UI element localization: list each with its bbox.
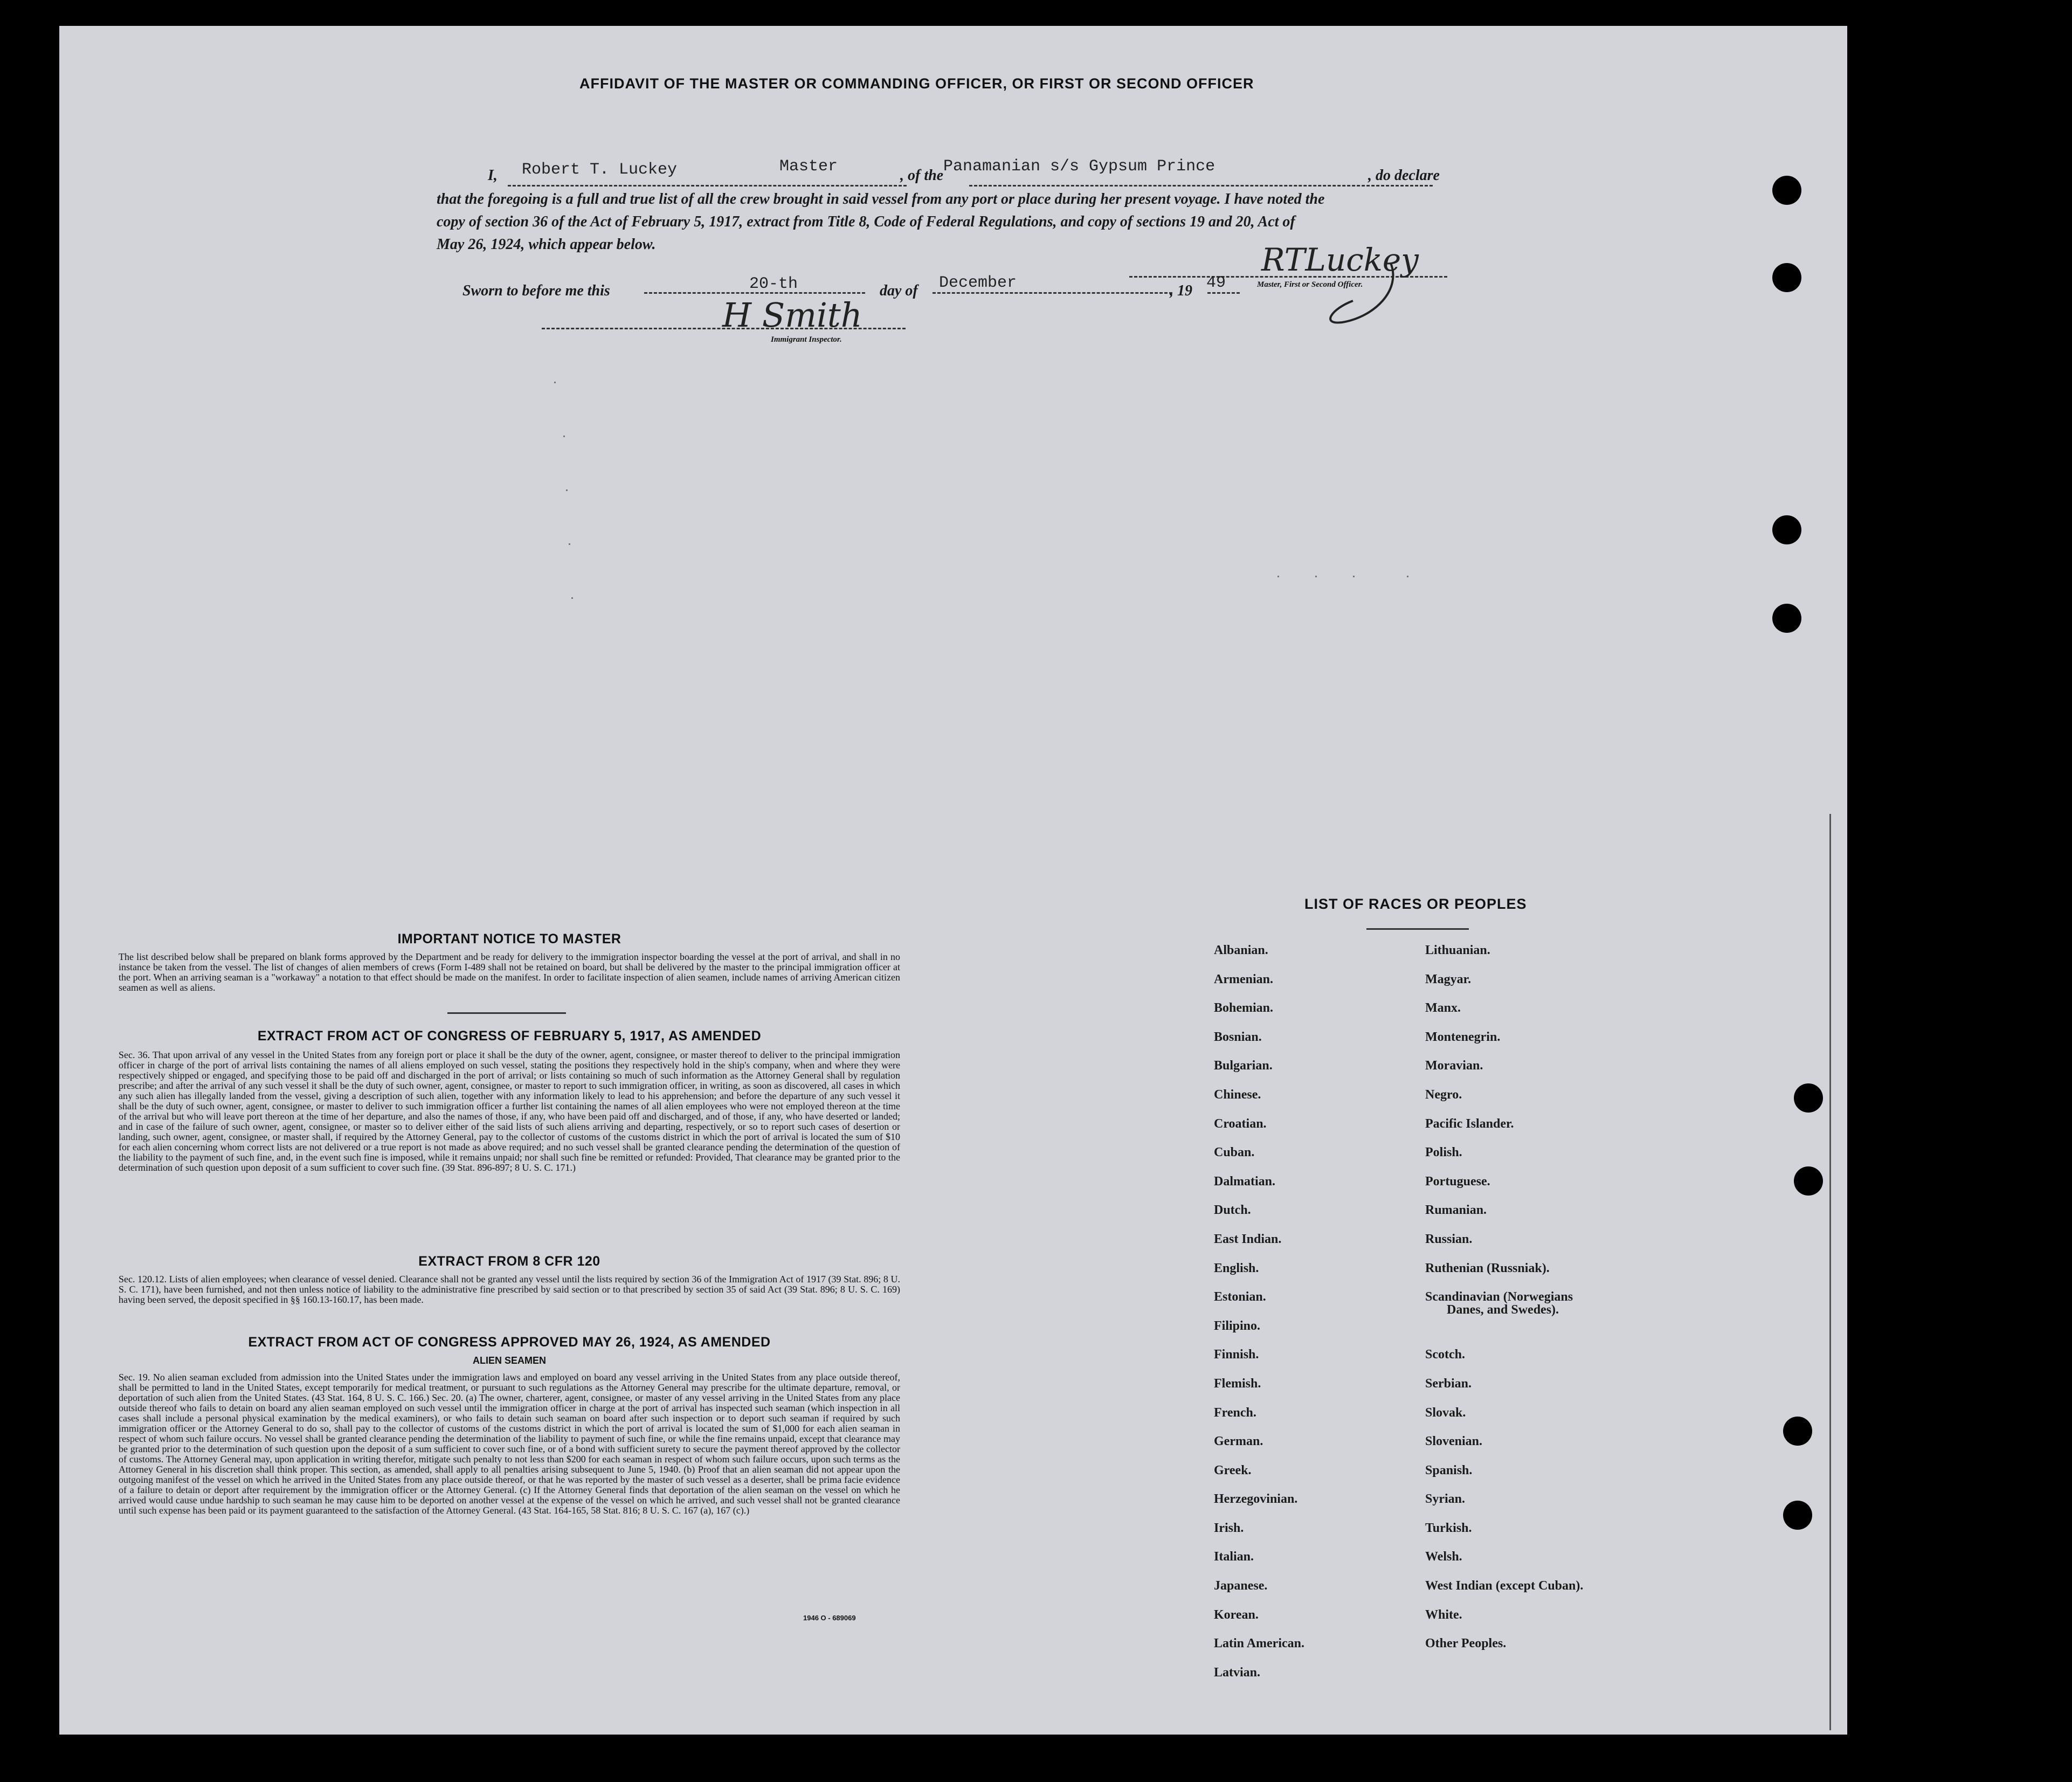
notice-text: The list described below shall be prepared on blank forms approved by the Department and be ready for delivery to the immigration inspector boarding the vessel at the port of arrival, and shall in no instance be taken from the vessel. The list of changes of alien members of crews (Form I-489 shall not be retained on board, but shall be delivered by the master to the principal immigration officer at the port. When an arriving seaman is a "workaway" a notation to that effect should be made on the manifest. In order to facilitate inspection of alien seamen, include names of arriving American citizen seamen as well as aliens.: [119, 951, 900, 993]
race-item: West Indian (except Cuban).: [1425, 1579, 1584, 1593]
race-item: Italian.: [1214, 1550, 1254, 1564]
sworn-label: Sworn to before me this: [462, 282, 610, 299]
affidavit-body-3: May 26, 1924, which appear below.: [437, 236, 656, 253]
races-left-column: [1214, 943, 1419, 1694]
races-right-column: [1425, 943, 1705, 1666]
race-item: Dalmatian.: [1214, 1174, 1275, 1189]
race-item: Syrian.: [1425, 1492, 1466, 1507]
race-item: Serbian.: [1425, 1376, 1472, 1391]
race-item: Flemish.: [1214, 1376, 1261, 1391]
race-item: Greek.: [1214, 1463, 1252, 1477]
master-signature: RTLuckey: [1261, 241, 1419, 278]
year-line: [1207, 292, 1240, 294]
race-item: Turkish.: [1425, 1521, 1472, 1535]
race-item: Latin American.: [1214, 1636, 1304, 1651]
notice-divider: [447, 1012, 566, 1014]
extract-1924-text: Sec. 19. No alien seaman excluded from admission into the United States under the immigration laws and employed on board any vessel arriving in the United States from any place outside thereof, shall be permitted to land in the United States, except temporarily for medical treatment, or pursuant to such regulations as the Attorney General may prescribe for the ultimate departure, removal, or deportation of such alien from the United States. (43 Stat. 164, 8 U. S. C. 166.) Sec. 20. (a) The owner, charterer, agent, consignee, or master of any vessel arriving in the United States from any place outside thereof who fails to detain on board any alien seaman employed on such vessel until the immigration officer in charge at the port of arrival has inspected such seaman (which inspection in all cases shall include a personal physical examination by the medical examiners), or who fails to detain such seaman on board after such inspection or to deport such seaman if required by such immigration officer or the Attorney General to do so, shall pay to the collector of customs of the customs district in which the port of arrival is located the sum of $1,000 for each alien seaman in respect of whom such failure occurs. No vessel shall be granted clearance pending the determination of the liability to payment of such fine, or while the fine remains unpaid, except that clearance may be granted prior to the determination of such question upon the deposit of a sum sufficient to cover such fine, or of a bond with sufficient surety to secure the payment thereof approved by the collector of customs. The Attorney General may, upon application in writing therefor, mitigate such penalty to not less than $200 for each seaman in respect of whom such failure occurs, upon such terms as the Attorney General in his discretion shall think proper. This section, as amended, shall apply to all penalties arising subsequent to June 5, 1940. (b) Proof that an alien seaman did not appear upon the outgoing manifest of the vessel on which he arrived in the United States from any place outside thereof, or that he was reported by the master of such vessel as a deserter, shall be prima facie evidence of a failure to detain or deport after requirement by the immigration officer or the Attorney General. (c) If the Attorney General finds that deportation of the alien seaman on the vessel on which he arrived would cause undue hardship to such seaman he may cause him to be deported on another vessel at the expense of the vessel on which he arrived, and such vessel shall not be granted clearance until such expense has been paid or its payment guaranteed to the satisfaction of the Attorney General. (43 Stat. 164-165, 58 Stat. 816; 8 U. S. C. 167 (a), 167 (c).): [119, 1372, 900, 1516]
print-code: 1946 O - 689069: [803, 1614, 856, 1622]
race-item: Negro.: [1425, 1087, 1462, 1102]
race-item: Irish.: [1214, 1521, 1244, 1535]
race-item: Ruthenian (Russniak).: [1425, 1261, 1550, 1275]
do-declare-label: , do declare: [1368, 167, 1440, 184]
paper-edge-crease: [1829, 814, 1831, 1730]
race-item: English.: [1214, 1261, 1259, 1275]
race-item: Scandinavian (Norwegians: [1425, 1290, 1573, 1304]
inspector-signature: H Smith: [722, 295, 862, 335]
race-item: Lithuanian.: [1425, 943, 1490, 957]
punch-hole: [1794, 1166, 1823, 1196]
race-item: Other Peoples.: [1425, 1636, 1507, 1651]
of-the-label: , of the: [900, 167, 944, 184]
name-line: [508, 185, 907, 187]
affidavit-body-1: that the foregoing is a full and true list of all the crew brought in said vessel from any port or place during her present voyage. I have noted the: [437, 191, 1325, 208]
punch-hole: [1783, 1417, 1812, 1446]
race-item: Korean.: [1214, 1607, 1259, 1622]
punch-hole: [1783, 1501, 1812, 1530]
race-item: Dutch.: [1214, 1203, 1251, 1218]
race-item: Moravian.: [1425, 1059, 1483, 1073]
race-item: Herzegovinian.: [1214, 1492, 1298, 1507]
race-item: German.: [1214, 1434, 1263, 1449]
race-item: Manx.: [1425, 1001, 1461, 1016]
race-item: Rumanian.: [1425, 1203, 1487, 1218]
punch-hole: [1772, 604, 1801, 633]
race-item: Estonian.: [1214, 1290, 1266, 1304]
race-item: East Indian.: [1214, 1232, 1282, 1246]
races-title: LIST OF RACES OR PEOPLES: [1304, 896, 1527, 912]
extract-cfr-text: Sec. 120.12. Lists of alien employees; when clearance of vessel denied. Clearance shall not be granted any vessel until the lists required by section 36 of the Immigration Act of 1917 (39 Stat. 896; 8 U. S. C. 171), have been furnished, and not then unless notice of liability to the administrative fine prescribed by said section or to that prescribed by section 35 of said Act (39 Stat. 896; 8 U. S. C. 169) having been served, the deposit specified in §§ 160.13-160.17, has been made.: [119, 1274, 900, 1305]
affidavit-title: AFFIDAVIT OF THE MASTER OR COMMANDING OFFICER, OR FIRST OR SECOND OFFICER: [579, 75, 1254, 92]
year-prefix: , 19: [1170, 282, 1192, 299]
extract-1917-title: EXTRACT FROM ACT OF CONGRESS OF FEBRUARY 5, 1917, AS AMENDED: [257, 1028, 762, 1044]
race-item: Magyar.: [1425, 972, 1472, 986]
extract-1917-text: Sec. 36. That upon arrival of any vessel in the United States from any foreign port or place it shall be the duty of the owner, agent, consignee, or master thereof to deliver to the principal immigration officer in charge of the port of arrival lists containing the names of all aliens employed on such vessel, stating the positions they respectively hold in the ship's company, when and where they were respectively shipped or engaged, and specifying those to be paid off and discharged in the port of arrival; or lists containing so much of such information as the Attorney General shall by regulation prescribe; and after the arrival of any such vessel it shall be the duty of such owner, agent, consignee, or master to report to such immigration officer, in writing, as soon as discovered, all cases in which any such alien has illegally landed from the vessel, giving a description of such alien, together with any information likely to lead to his apprehension; and before the departure of any such vessel it shall be the duty of such owner, agent, consignee, or master to deliver to such immigration officer a further list containing the names of all alien employees who were not employed thereon at the time of the arrival but who will leave port thereon at the time of her departure, and also the names of those, if any, who have been paid off and discharged, and of those, if any, who have deserted or landed; and in case of the failure of such owner, agent, consignee, or master so to deliver either of the said lists of such aliens arriving and departing, respectively, or so to report such cases of desertion or landing, such owner, agent, consignee, or master shall, if required by the Attorney General, pay to the collector of customs of the customs district in which the port of arrival is located the sum of $10 for each alien concerning whom correct lists are not delivered or a true report is not made as above required; and no such vessel shall be granted clearance pending the determination of the question of the liability to the payment of such fine, and, in the event such fine is imposed, while it remains unpaid; nor shall such fine be remitted or refunded: Provided, That clearance may be granted prior to the determination of such question upon deposit of a sum sufficient to cover such fine. (39 Stat. 896-897; 8 U. S. C. 171.): [119, 1049, 900, 1173]
sworn-month: December: [939, 274, 1017, 292]
sworn-day: 20-th: [749, 275, 798, 293]
sworn-month-line: [933, 292, 1172, 294]
master-rank: Master: [779, 157, 838, 176]
race-item: Armenian.: [1214, 972, 1273, 986]
vessel-line: [969, 185, 1433, 187]
race-item: White.: [1425, 1607, 1462, 1622]
race-item: Russian.: [1425, 1232, 1473, 1246]
day-of-label: day of: [880, 282, 918, 299]
extract-cfr-title: EXTRACT FROM 8 CFR 120: [418, 1254, 600, 1269]
year-suffix: 49: [1206, 274, 1226, 292]
race-item: Slovak.: [1425, 1405, 1466, 1420]
race-item: Bosnian.: [1214, 1030, 1262, 1044]
race-item: Bohemian.: [1214, 1001, 1274, 1016]
punch-hole: [1794, 1083, 1823, 1113]
punch-hole: [1772, 176, 1801, 205]
race-item: Pacific Islander.: [1425, 1116, 1514, 1131]
race-item: Cuban.: [1214, 1145, 1255, 1160]
race-item: Filipino.: [1214, 1318, 1261, 1333]
race-item: Portuguese.: [1425, 1174, 1490, 1189]
form-page: [59, 26, 1847, 1735]
race-item: Japanese.: [1214, 1579, 1268, 1593]
punch-hole: [1772, 515, 1801, 544]
race-item: Montenegrin.: [1425, 1030, 1501, 1044]
extract-1924-subtitle: ALIEN SEAMEN: [472, 1355, 546, 1366]
race-item: Polish.: [1425, 1145, 1462, 1160]
race-item: Scotch.: [1425, 1348, 1465, 1362]
races-divider: [1366, 928, 1469, 930]
race-item: Welsh.: [1425, 1550, 1462, 1564]
race-item: French.: [1214, 1405, 1256, 1420]
master-name: Robert T. Luckey: [522, 161, 678, 179]
race-item: Danes, and Swedes).: [1447, 1303, 1559, 1317]
race-item: Spanish.: [1425, 1463, 1473, 1477]
vessel-name: Panamanian s/s Gypsum Prince: [943, 157, 1215, 176]
notice-title: IMPORTANT NOTICE TO MASTER: [397, 931, 621, 947]
race-item: Slovenian.: [1425, 1434, 1483, 1449]
affidavit-body-2: copy of section 36 of the Act of February 5, 1917, extract from Title 8, Code of Federal Regulations, and copy of sections 19 and 20, Act of: [437, 213, 1295, 230]
race-item: Latvian.: [1214, 1665, 1261, 1680]
i-label: I,: [488, 167, 498, 184]
master-caption: Master, First or Second Officer.: [1257, 280, 1363, 289]
race-item: Bulgarian.: [1214, 1059, 1273, 1073]
extract-1924-title: EXTRACT FROM ACT OF CONGRESS APPROVED MAY 26, 1924, AS AMENDED: [248, 1335, 771, 1350]
race-item: Chinese.: [1214, 1087, 1261, 1102]
race-item: Finnish.: [1214, 1348, 1259, 1362]
race-item: Albanian.: [1214, 943, 1268, 957]
inspector-caption: Immigrant Inspector.: [771, 335, 842, 344]
race-item: Croatian.: [1214, 1116, 1267, 1131]
signature-flourish: [1310, 258, 1418, 328]
punch-hole: [1772, 263, 1801, 292]
